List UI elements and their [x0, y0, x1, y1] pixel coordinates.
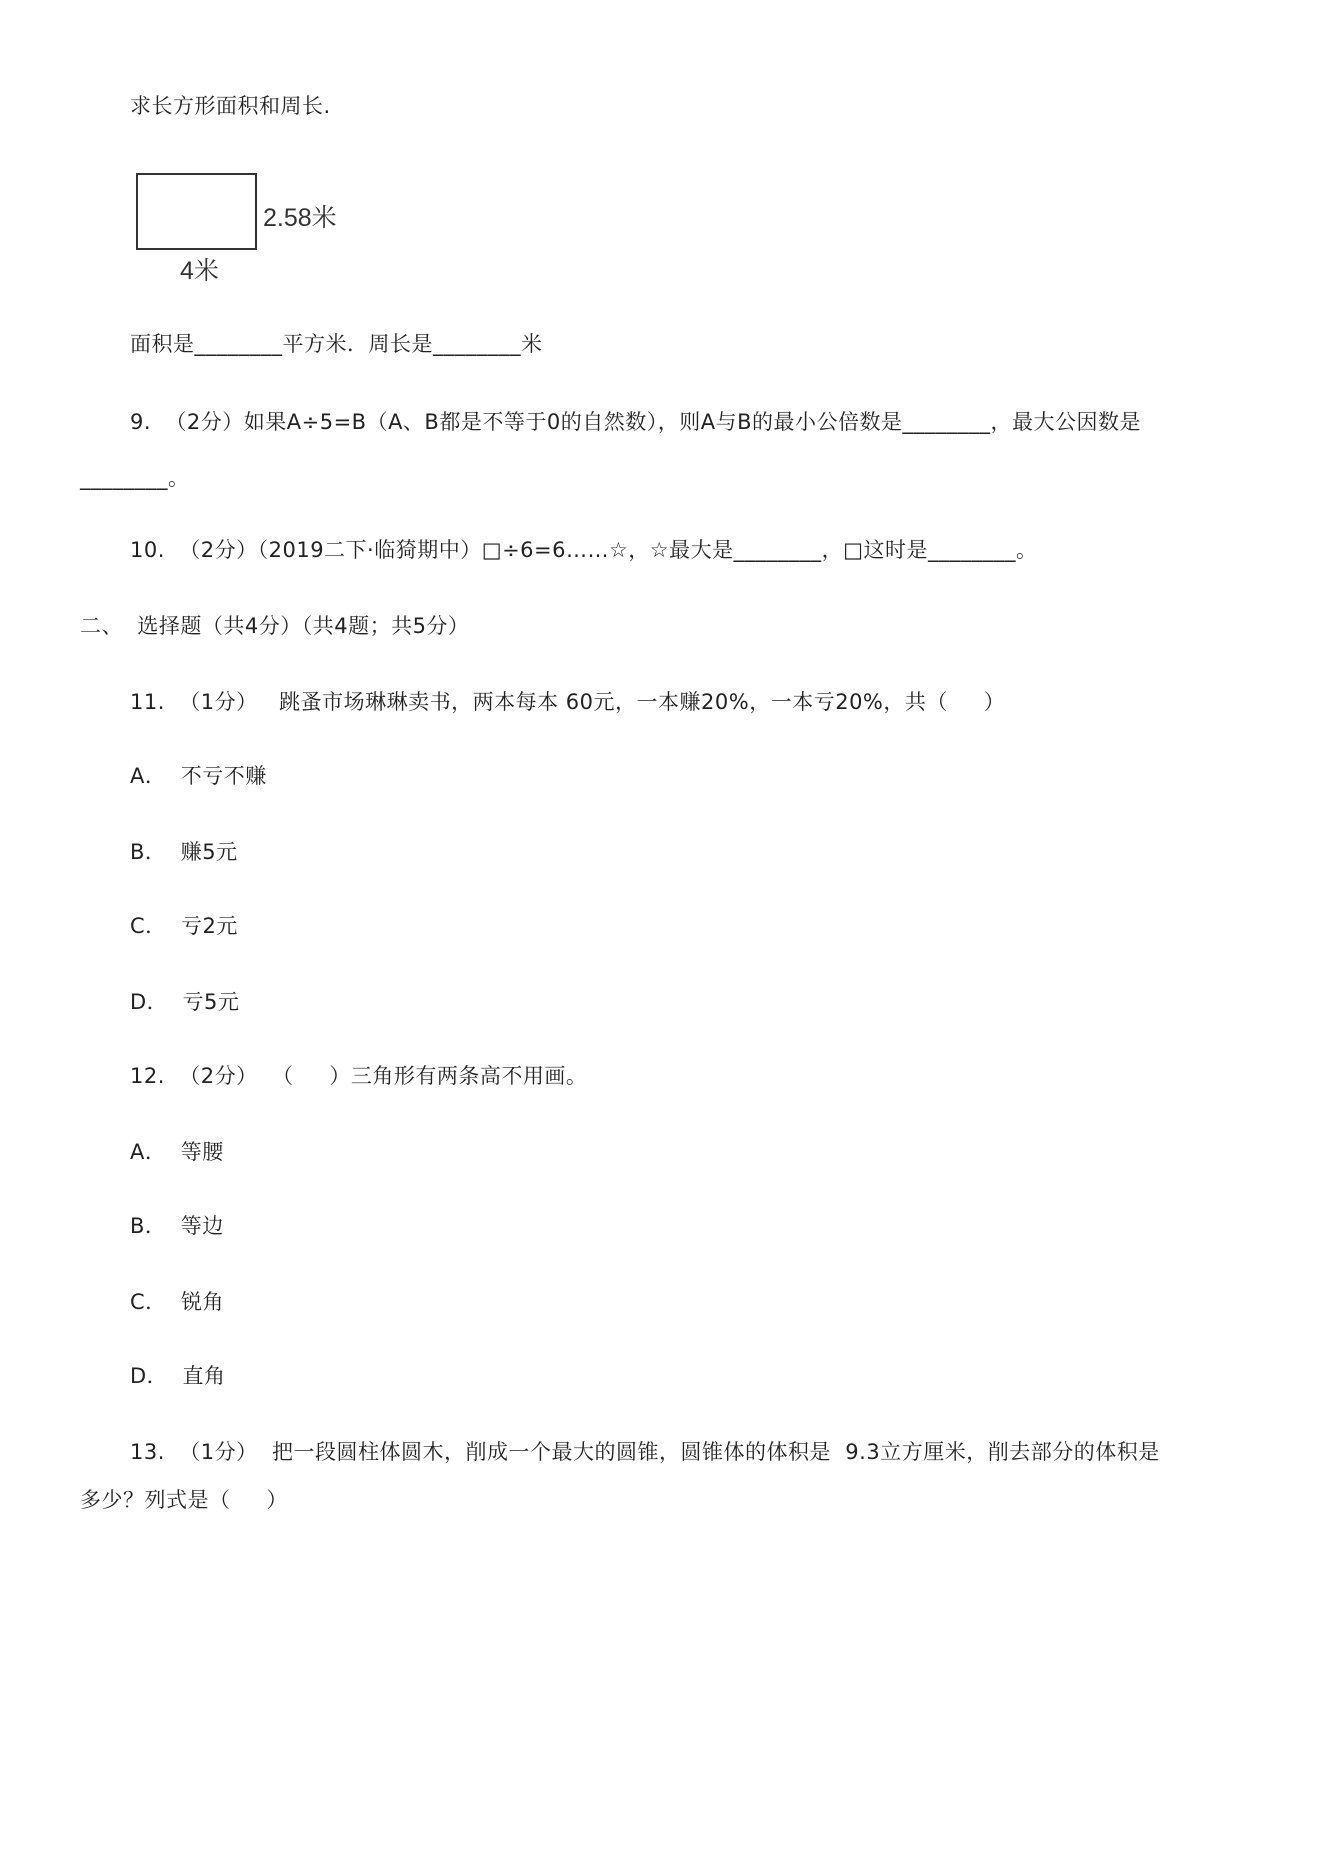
q11-option-d: D． 亏5元 [130, 990, 240, 1014]
q11-stem: 11. （1分） 跳蚤市场琳琳卖书，两本每本 60元，一本赚20%，一本亏20%，共（ ） [130, 690, 1006, 714]
rectangle-side-label: 2.58米 [263, 204, 337, 232]
q12-option-b: B． 等边 [130, 1214, 224, 1238]
q13-line2: 多少？列式是（ ） [80, 1488, 288, 1512]
q11-option-a: A． 不亏不赚 [130, 764, 267, 788]
q10-line1: 10. （2分）（2019二下·临猗期中）□÷6=6……☆，☆最大是________，□这时是________。 [130, 538, 1038, 562]
rectangle-bottom-label: 4米 [180, 257, 219, 285]
q8-prompt: 求长方形面积和周长. [130, 94, 331, 118]
q9-line2: ________。 [80, 466, 190, 490]
q13-line1: 13. （1分） 把一段圆柱体圆木，削成一个最大的圆锥，圆锥体的体积是 9.3立方厘米，削去部分的体积是 [130, 1440, 1160, 1464]
rectangle-shape [136, 173, 257, 250]
q11-option-c: C． 亏2元 [130, 914, 238, 938]
q12-option-a: A． 等腰 [130, 1140, 224, 1164]
q9-line1: 9. （2分）如果A÷5=B（A、B都是不等于0的自然数），则A与B的最小公倍数是________，最大公因数是 [130, 410, 1141, 434]
q12-stem: 12. （2分） （ ）三角形有两条高不用画。 [130, 1064, 588, 1088]
q8-answer: 面积是________平方米．周长是________米 [130, 332, 543, 356]
q11-option-b: B． 赚5元 [130, 840, 238, 864]
q12-option-c: C． 锐角 [130, 1290, 225, 1314]
rectangle-figure [130, 165, 390, 285]
q12-option-d: D． 直角 [130, 1364, 226, 1388]
section2-title: 二、 选择题（共4分）（共4题；共5分） [80, 614, 470, 638]
